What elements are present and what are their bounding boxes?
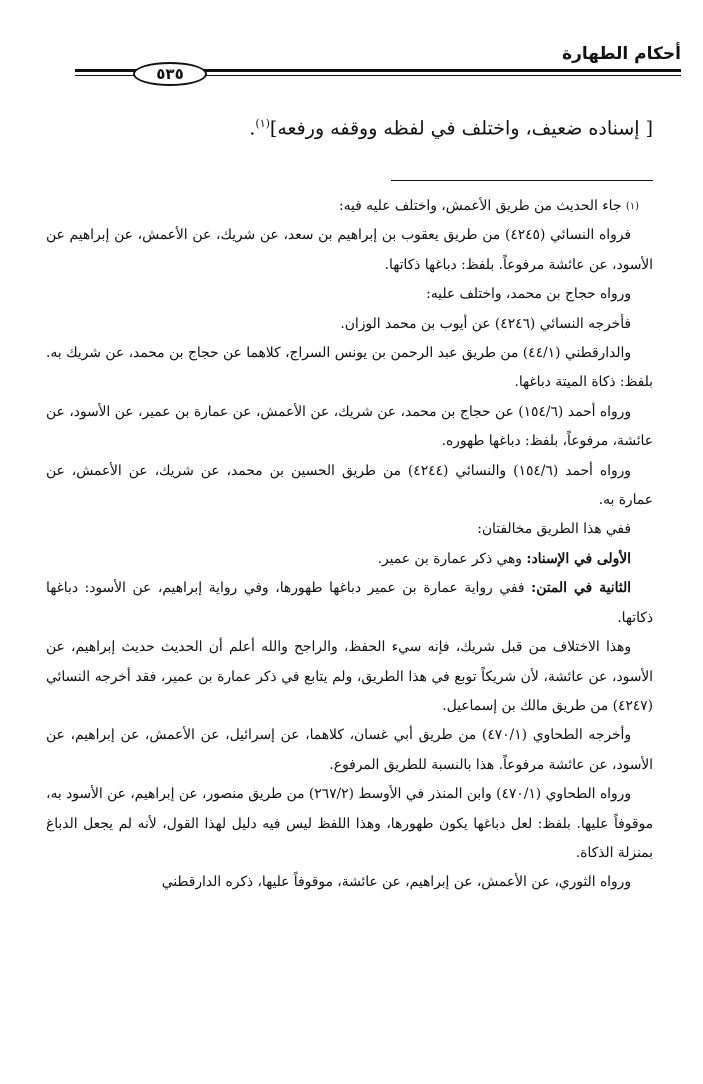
footnote-paragraph	[46, 574, 653, 633]
footnote-label: الثانية في المتن:	[531, 580, 631, 597]
footnote-marker: (١)	[625, 201, 639, 212]
footnote-paragraph: ورواه حجاج بن محمد، واختلف عليه:	[426, 286, 631, 303]
header-rule	[75, 62, 681, 84]
footnotes	[46, 192, 653, 898]
footnote-separator	[391, 180, 653, 181]
footnote-paragraph: ففي هذا الطريق مخالفتان:	[477, 521, 631, 538]
footnote-paragraph: ورواه أحمد (١٥٤/٦) والنسائي (٤٢٤٤) من طريق الحسين بن محمد، عن شريك، عن الأعمش، عن عمارة به.	[46, 462, 653, 509]
footnote-paragraph: وأخرجه الطحاوي (٤٧٠/١) من طريق أبي غسان، كلاهما، عن إسرائيل، عن الأعمش، عن إبراهيم، عن الأسود، عن عائشة مرفوعاً. هذا بالنسبة للطريق المرفوع.	[46, 727, 653, 773]
footnote-paragraph: ورواه أحمد (١٥٤/٦) عن حجاج بن محمد، عن شريك، عن الأعمش، عن عمارة بن عمير، عن الأسود، عن عائشة، مرفوعاً، بلفظ: دباغها طهوره.	[46, 403, 653, 450]
footnote-paragraph: والدارقطني (٤٤/١) من طريق عبد الرحمن بن يونس السراج، كلاهما عن حجاج بن محمد، عن شريك به. بلفظ: ذكاة الميتة دباغها.	[46, 345, 653, 391]
main-text	[43, 106, 653, 146]
main-end-punct: .	[249, 117, 256, 140]
footnote-paragraph: ورواه الثوري، عن الأعمش، عن إبراهيم، عن عائشة، موقوفاً عليها، ذكره الدارقطني	[161, 874, 631, 891]
footnote-intro-text: جاء الحديث من طريق الأعمش، واختلف عليه فيه:	[338, 198, 622, 214]
main-footnote-ref: (١)	[255, 117, 270, 130]
main-sentence: [ إسناده ضعيف، واختلف في لفظه ووقفه ورفعه]	[269, 117, 653, 140]
footnote-paragraph: فرواه النسائي (٤٢٤٥) من طريق يعقوب بن إبراهيم بن سعد، عن شريك، عن الأعمش، عن إبراهيم عن الأسود، عن عائشة مرفوعاً. بلفظ: دباغها ذكاتها.	[46, 227, 653, 273]
footnote-label-text: ففي رواية عمارة بن عمير دباغها طهورها، وفي رواية إبراهيم، عن الأسود: دباغها ذكاتها.	[46, 580, 653, 626]
footnote-label: الأولى في الإسناد:	[526, 550, 631, 567]
footnote-paragraph: وهذا الاختلاف من قبل شريك، فإنه سيء الحفظ، والراجح والله أعلم أن الحديث حديث إبراهيم، عن الأسود، عن عائشة، لأن شريكاً توبع في هذا الطريق، ولم يتابع في ذكر عمارة بن عمير، فقد أخرجه النسائي (٤٢٤٧) من طريق مالك بن إسماعيل.	[46, 639, 653, 714]
footnote-paragraph	[46, 545, 653, 574]
footnote-label-text: وهي ذكر عمارة بن عمير.	[377, 550, 522, 567]
footnote-paragraph: ورواه الطحاوي (٤٧٠/١) وابن المنذر في الأوسط (٢٦٧/٢) من طريق منصور، عن إبراهيم، عن الأسود به، موقوفاً عليها. بلفظ: لعل دباغها يكون طهورها، وهذا اللفظ ليس فيه دليل لهذا القول، لأنه لم يجعل الدباغ بمنزلة الذكاة.	[46, 786, 653, 861]
page-number: ٥٣٥	[133, 62, 207, 86]
footnote-intro	[46, 192, 653, 221]
footnote-paragraph: فأخرجه النسائي (٤٢٤٦) عن أيوب بن محمد الوزان.	[340, 315, 631, 332]
header-title: أحكام الطهارة	[562, 44, 681, 64]
